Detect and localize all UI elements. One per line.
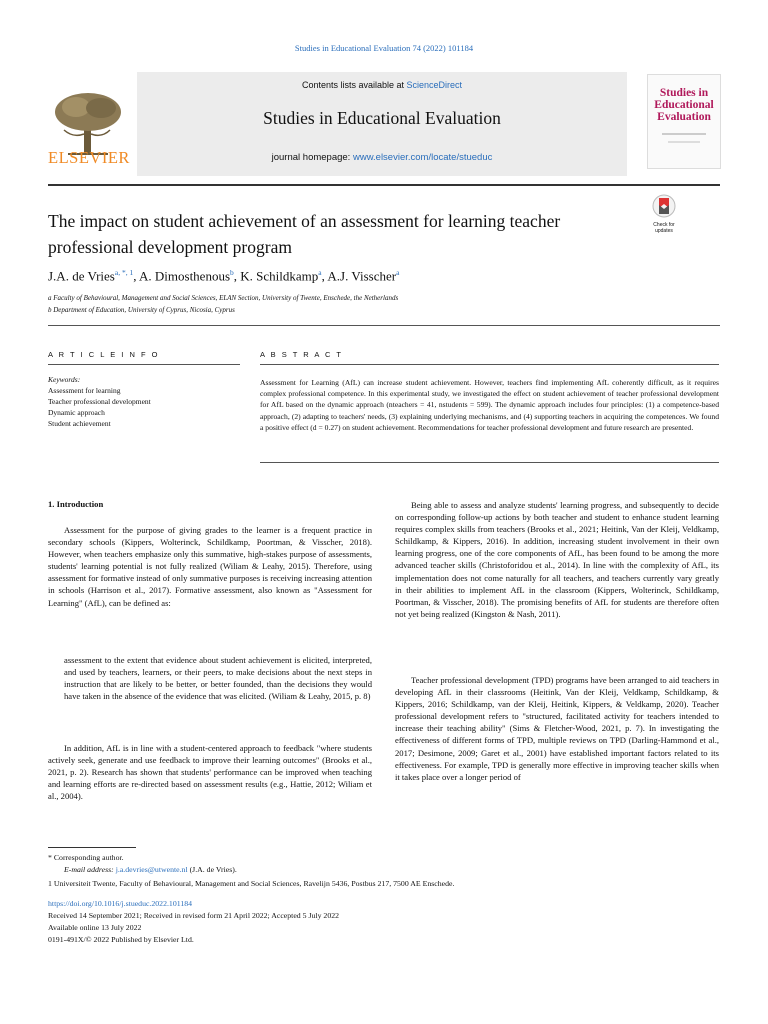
email-label: E-mail address: [64,865,114,874]
abstract-text: Assessment for Learning (AfL) can increase student achievement. However, teachers find implementing AfL coherently difficult, as it requires complex professional competence. In this experimental study, we investigated the effect on student achievement of teacher professional development for AfL based on the dynamic approach (nteachers = 41, nstudents = 599). The dynamic approach includes four principles: (1) a competence-based approach, (2) adapting to teachers' needs, (3) explaining underlying mechanisms, and (4) supporting teachers in acquiring the competences. We found a positive effect (d = 0.27) on student achievement. Recommendations for teacher professional development and future research are presented. [260,378,719,432]
journal-cover-thumbnail [647,74,721,169]
section-heading-introduction: 1. Introduction [48,499,104,509]
keyword-item: Assessment for learning [48,386,121,395]
sciencedirect-link[interactable]: ScienceDirect [406,80,463,90]
author-affiliation-marker[interactable]: b [230,268,234,277]
author-affiliation-marker[interactable]: a, *, 1 [114,268,134,277]
left-paragraph-1 [48,524,372,609]
title-line-1: The impact on student achievement of an assessment for learning teacher [48,211,561,231]
keywords-block [48,374,151,429]
author-separator: , [233,268,241,284]
right-paragraph-2 [395,674,719,783]
author-name[interactable]: A. Dimosthenous [139,268,231,284]
paragraph-text: Being able to assess and analyze students' learning progress, and subsequently to decide on corresponding follow-up actions by both teacher and student to enhance student learning requires complex skills from teachers (Brooks et al., 2021; Heitink, Van der Kleij, Veldkamp, Schildkamp, & Kippers, 2016). In addition, increasing student involvement in their own learning progress, one of the core components of AfL, has been found to be among the more advanced teacher skills (Christoforidou et al., 2014). In line with the complexity of AfL, its implementation does not come naturally for all teachers, and teachers currently vary greatly in their abilities to implement AfL in the classroom (Kippers, Wolterinck, Schildkamp, Poortman, & Visscher, 2018). The promising benefits of AfL for students are therefore often not yet being realized (Kingston & Nash, 2011). [395,500,719,619]
right-paragraph-1 [395,499,719,620]
footnote-corresponding: * Corresponding author. [48,853,124,862]
article-info-heading: A R T I C L E I N F O [48,350,160,359]
footnote-rule [48,847,136,848]
author-separator: , [321,268,328,284]
author-affiliation-marker[interactable]: a [396,268,400,277]
affiliation-b: b Department of Education, University of Cyprus, Nicosia, Cyprus [48,306,235,314]
keyword-item: Student achievement [48,419,111,428]
author-name[interactable]: K. Schildkamp [240,268,319,284]
publisher-wordmark: ELSEVIER [48,148,130,167]
journal-citation[interactable]: Studies in Educational Evaluation 74 (2022) 101184 [294,43,474,53]
contents-prefix: Contents lists available at [301,80,407,90]
homepage-prefix: journal homepage: [271,152,353,163]
footnote-1: 1 Universiteit Twente, Faculty of Behavioural, Management and Social Sciences, Ravelijn 5436, Postbus 217, 7500 AE Enschede. [48,879,455,888]
author-list [48,268,399,284]
homepage-link[interactable]: www.elsevier.com/locate/stueduc [352,152,493,163]
email-suffix: (J.A. de Vries). [187,865,237,874]
block-quote: assessment to the extent that evidence about student achievement is elicited, interpreted, and used by teachers, learners, or their peers, to make decisions about the next steps in instruction that are likely to be better, or better founded, than the decisions they would have taken in the absence of the evidence that was elicited. (Wiliam & Leahy, 2015, p. 8) [64,655,372,702]
author-name[interactable]: J.A. de Vries [48,268,115,284]
available-online: Available online 13 July 2022 [48,923,142,932]
check-for-updates-badge[interactable] [648,194,680,234]
contents-line [137,80,627,90]
paragraph-text: Assessment for the purpose of giving grades to the learner is a frequent practice in secondary schools (Kippers, Wolterinck, Schildkamp, Poortman, & Visscher, 2018). However, when teachers emphasize only this summative, high-stakes purpose of assessments, students' learning potential is not fully realized (Wiliam & Leahy, 2015). Therefore, using assessment for formative instead of only summative purposes is receiving increasing attention in schools (Harrison et al., 2017). Formative assessment, also known as "Assessment for Learning" (AfL), can be defined as: [48,525,372,608]
abstract-bottom-rule [260,462,719,463]
article-info-rule [48,364,240,365]
paragraph-text: Teacher professional development (TPD) programs have been arranged to aid teachers in developing AfL in their classrooms (Heitink, Van der Kleij, Veldkamp, Schildkamp, & Kippers, 2016; Schildkamp, van der Kleij, Heitink, Kippers, & Veldkamp, 2020). Teacher professional development refers to "structured, facilitated activity for teachers intended to increase their teaching ability" (Sims & Fletcher-Wood, 2021, p. 7). In investigating the effectiveness of different forms of TPD, multiple reviews on TPD (Darling-Hammond et al., 2017; Desimone, 2009; Garet et al., 2001) have established important factors related to its effectiveness. For example, TPD is generally more effective in improving teacher skills when it takes place over a longer period of [395,675,719,782]
footnote-email [64,864,237,875]
crossmark-label: Check for updates [653,222,675,234]
author-separator: , [133,268,140,284]
keywords-label: Keywords: [48,375,81,384]
copyright: 0191-491X/© 2022 Published by Elsevier Ltd. [48,935,194,944]
cover-title: Studies in Educational Evaluation [654,87,714,123]
article-title [48,208,628,260]
paragraph-text: In addition, AfL is in line with a student-centered approach to feedback "where students actively seek, generate and use feedback to improve their learning outcomes" (Brooks et al., 2021, p. 2). Research has shown that students' performance can be improved when teaching and learning efforts are re-directed based on assessment results (e.g., Hattie, 2012; Wiliam et al., 2004). [48,743,372,802]
journal-name: Studies in Educational Evaluation [263,108,501,128]
journal-homepage [137,152,627,163]
abstract-heading: A B S T R A C T [260,350,343,359]
affiliation-divider [48,325,720,326]
abstract-rule [260,364,719,365]
crossmark-icon [648,194,680,218]
received-dates: Received 14 September 2021; Received in revised form 21 April 2022; Accepted 5 July 2022 [48,911,340,920]
keyword-item: Dynamic approach [48,408,105,417]
email-link[interactable]: j.a.devries@utwente.nl [115,865,188,874]
author-affiliation-marker[interactable]: a [318,268,322,277]
affiliation-a: a Faculty of Behavioural, Management and Social Sciences, ELAN Section, University of Twente, Enschede, the Netherlands [48,294,399,302]
doi-link[interactable]: https://doi.org/10.1016/j.stueduc.2022.101184 [48,899,193,908]
keyword-item: Teacher professional development [48,397,151,406]
left-paragraph-2 [48,742,372,802]
title-line-2: professional development program [48,237,292,257]
author-name[interactable]: A.J. Visscher [327,268,397,284]
header-divider [48,184,720,186]
